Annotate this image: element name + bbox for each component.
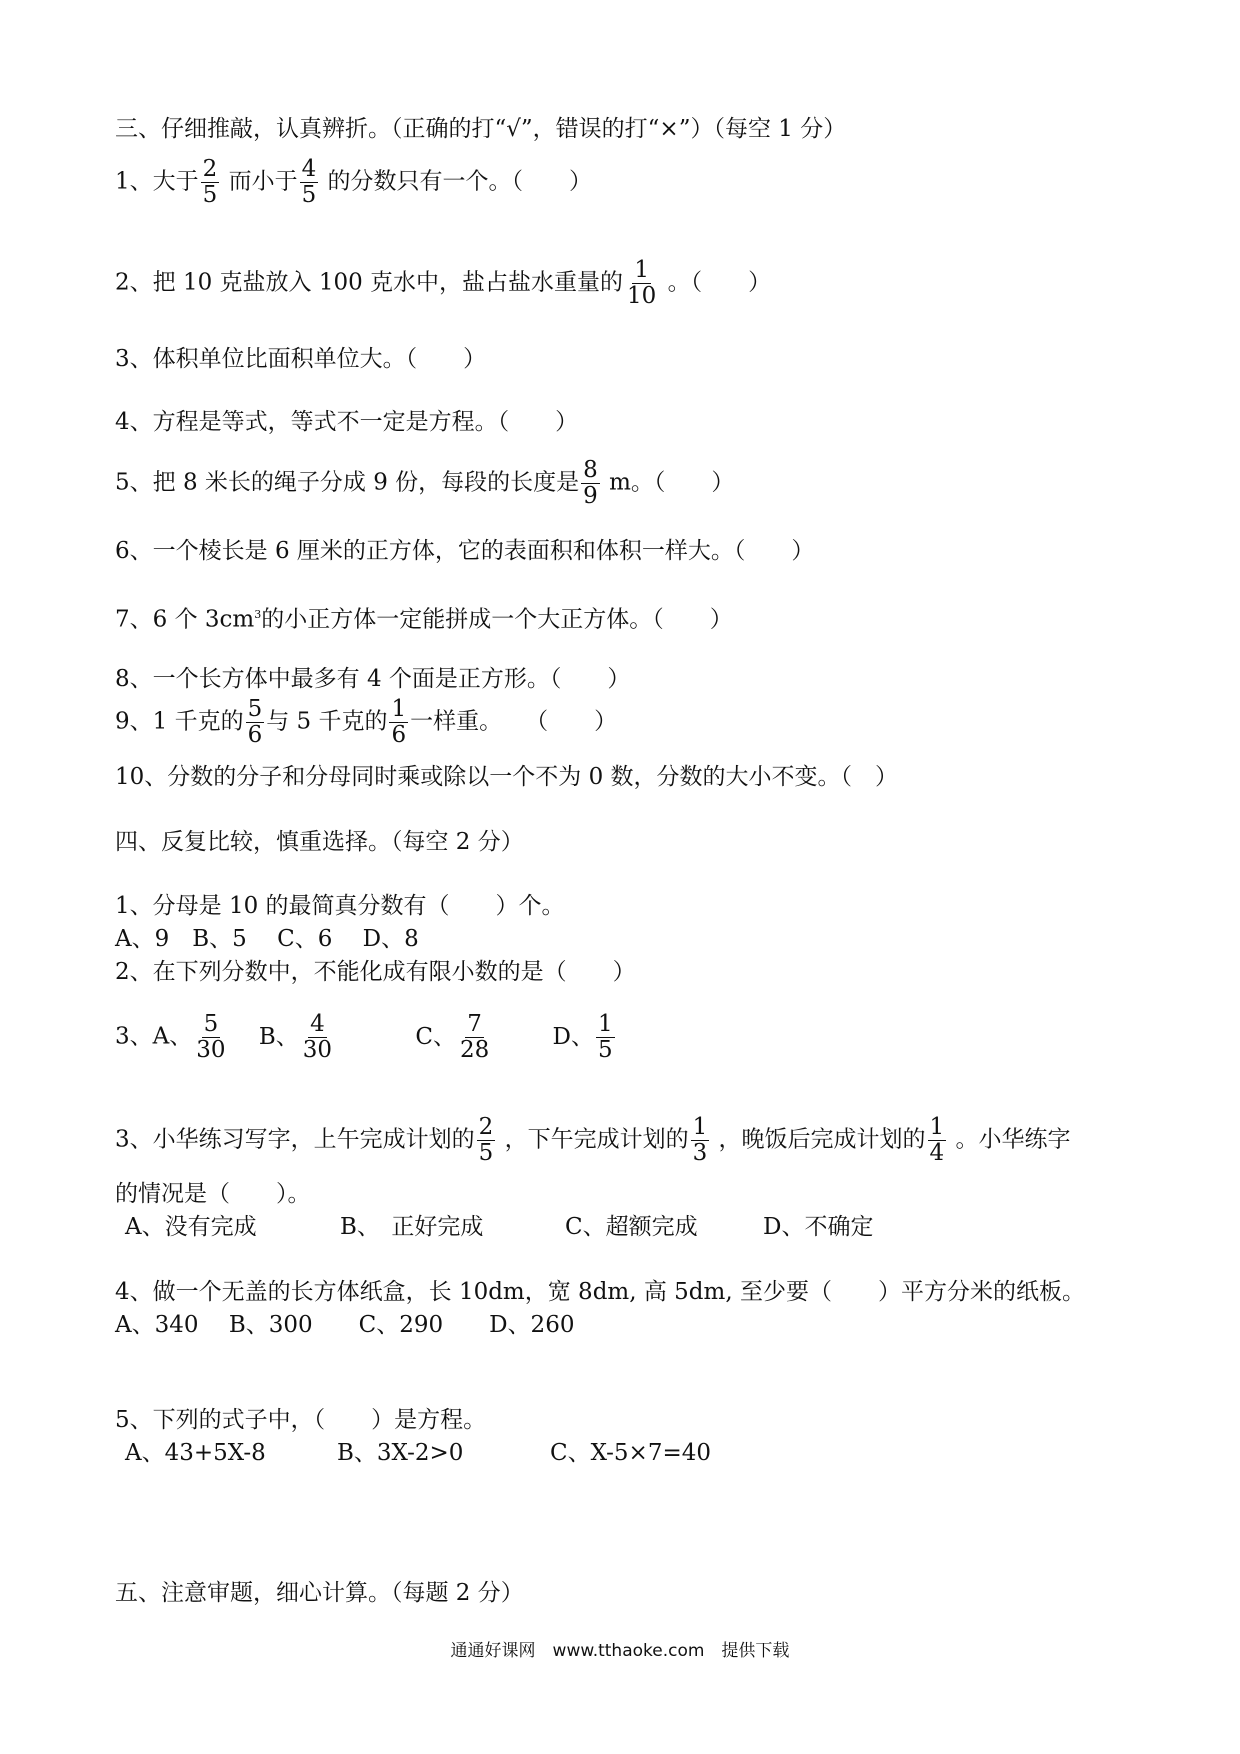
fraction: $\frac{1}{4}$ [929, 1114, 945, 1166]
question-4-2-options: 3、A、 $\frac{5}{30}$ B、 $\frac{4}{30}$ C、 $\frac{7}{28}$ D、 $\frac{1}{5}$ [115, 1011, 613, 1063]
question-4-3: 3、小华练习写字，上午完成计划的 $\frac{2}{5}$ ，下午完成计划的 $\frac{1}{3}$ ，晚饭后完成计划的 $\frac{1}{4}$ 。小华练字 [115, 1114, 1071, 1166]
question-3-4: 4、方程是等式，等式不一定是方程。（ ） [115, 409, 579, 435]
question-3-5: 5、把 8 米长的绳子分成 9 份，每段的长度是 $\frac{8}{9}$ m。（ ） [115, 457, 735, 509]
question-4-1: 1、分母是 10 的最简真分数有（ ）个。 [115, 893, 565, 919]
section-3-title: 三、仔细推敲，认真辨折。（正确的打“√”，错误的打“×”）（每空 1 分） [115, 116, 847, 142]
fraction: $\frac{1}{6}$ [391, 696, 407, 748]
fraction: $\frac{8}{9}$ [583, 457, 598, 509]
fraction: $\frac{1}{5}$ [598, 1011, 613, 1063]
fraction: $\frac{4}{5}$ [301, 156, 317, 208]
section-4-title: 四、反复比较，慎重选择。（每空 2 分） [115, 829, 524, 855]
question-4-4: 4、做一个无盖的长方体纸盒，长 10dm，宽 8dm, 高 5dm, 至少要（ ）平方分米的纸板。 [115, 1279, 1085, 1305]
question-3-6: 6、一个棱长是 6 厘米的正方体，它的表面积和体积一样大。（ ） [115, 538, 815, 564]
question-4-4-options: A、340 B、300 C、290 D、260 [115, 1312, 575, 1338]
question-3-10: 10、分数的分子和分母同时乘或除以一个不为 0 数，分数的大小不变。（ ） [115, 764, 899, 790]
question-4-5: 5、下列的式子中，（ ）是方程。 [115, 1407, 487, 1433]
fraction: $\frac{5}{30}$ [196, 1011, 226, 1063]
fraction: $\frac{7}{28}$ [459, 1011, 490, 1063]
fraction: $\frac{2}{5}$ [202, 156, 218, 208]
question-3-7: 7、6 个 $3cm^3$的小正方体一定能拼成一个大正方体。（ ） [115, 606, 733, 633]
question-3-2: 2、把 10 克盐放入 100 克水中，盐占盐水重量的 $\frac{1}{10}$ 。（ ） [115, 257, 772, 309]
fraction: $\frac{1}{10}$ [627, 257, 657, 309]
question-3-8: 8、一个长方体中最多有 4 个面是正方形。（ ） [115, 666, 631, 692]
question-4-5-options: A、43+5X-8 B、3X-2>0 C、X-5×7=40 [125, 1440, 711, 1466]
footer-watermark: 通通好课网 www.tthaoke.com 提供下载 [450, 1641, 790, 1661]
section-5-title: 五、注意审题，细心计算。（每题 2 分） [115, 1580, 524, 1606]
question-4-3-options: A、没有完成 B、 正好完成 C、超额完成 D、不确定 [125, 1214, 874, 1240]
fraction: $\frac{1}{3}$ [692, 1114, 708, 1166]
question-3-9: 9、1 千克的 $\frac{5}{6}$ 与 5 千克的 $\frac{1}{6}$ 一样重。 （ ） [115, 696, 618, 748]
fraction: $\frac{4}{30}$ [302, 1011, 333, 1063]
question-3-1: 1、大于 $\frac{2}{5}$ 而小于 $\frac{4}{5}$ 的分数只有一个。（ ） [115, 156, 593, 208]
question-4-1-options: A、9 B、5 C、6 D、8 [115, 926, 419, 952]
question-3-3: 3、体积单位比面积单位大。（ ） [115, 346, 487, 372]
question-4-3-continued: 的情况是（ ）。 [115, 1181, 311, 1207]
fraction: $\frac{5}{6}$ [247, 696, 263, 748]
question-4-2: 2、在下列分数中，不能化成有限小数的是（ ） [115, 959, 636, 985]
fraction: $\frac{2}{5}$ [478, 1114, 494, 1166]
